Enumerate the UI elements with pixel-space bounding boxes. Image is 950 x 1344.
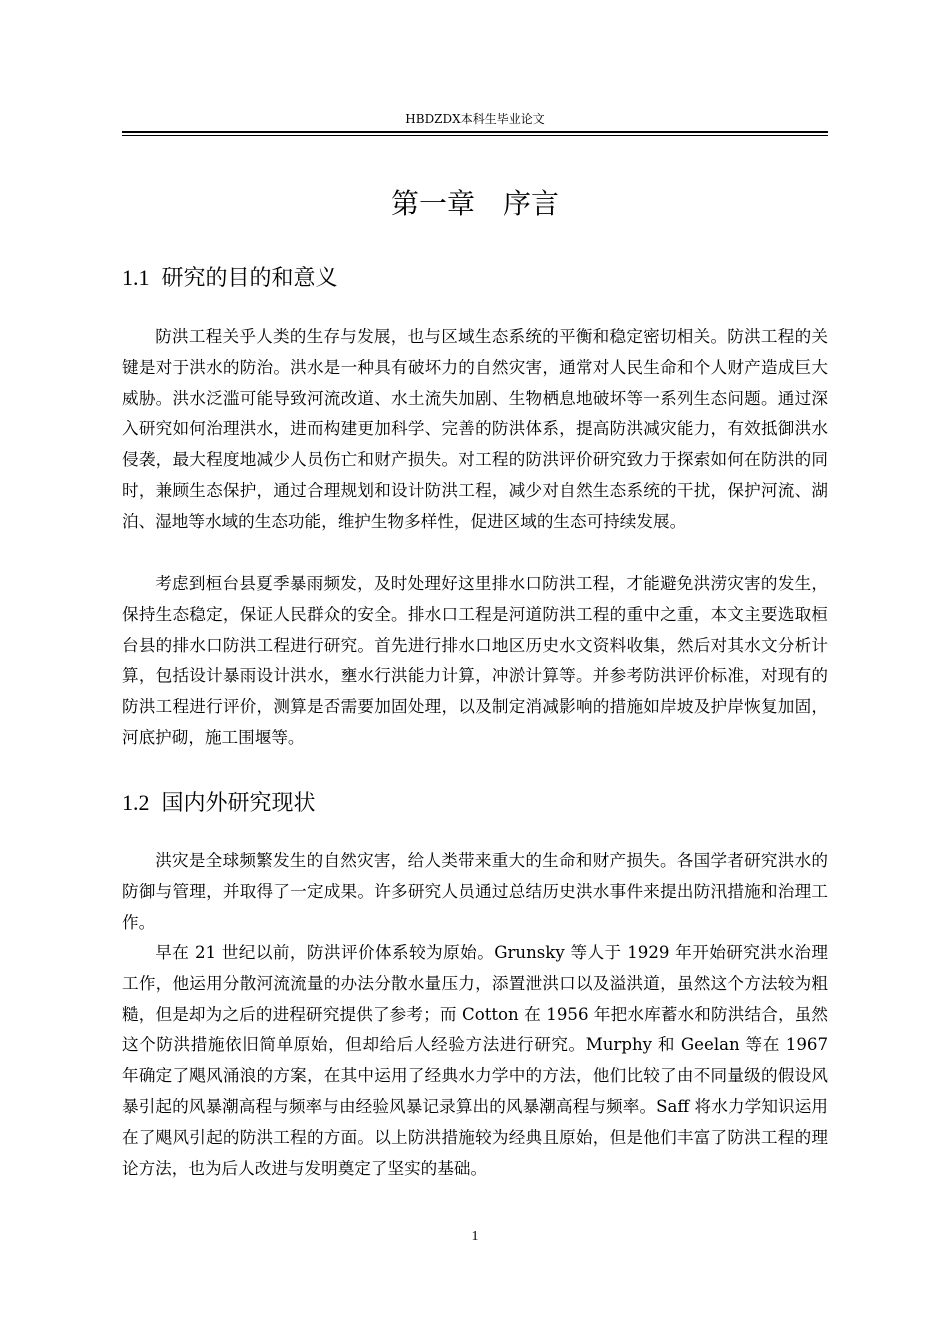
paragraph: 早在 21 世纪以前，防洪评价体系较为原始。Grunsky 等人于 1929 年开始研究洪水治理工作，他运用分散河流流量的办法分散水量压力，添置泄洪口以及溢洪道，虽然这个方法较为粗糙，但是却为之后的进程研究提供了参考；而 Cotton 在 1956 年把水库蓄水和防洪结合，虽然这个防洪措施依旧简单原始，但却给后人经验方法进行研究。Murphy 和 Geelan 等在 1967 年确定了飓风涌浪的方案，在其中运用了经典水力学中的方法，他们比较了由不同量级的假设风暴引起的风暴潮高程与频率与由经验风暴记录算出的风暴潮高程与频率。Saff 将水力学知识运用在了飓风引起的防洪工程的方面。以上防洪措施较为经典且原始，但是他们丰富了防洪工程的理论方法，也为后人改进与发明奠定了坚实的基础。: [122, 943, 828, 1178]
section-title: 研究的目的和意义: [161, 266, 338, 291]
header-rule-thin: [122, 135, 828, 136]
chapter-title: 第一章 序言: [390, 187, 559, 220]
section-heading-1-2: [122, 788, 828, 819]
paragraph: 考虑到桓台县夏季暴雨频发，及时处理好这里排水口防洪工程，才能避免洪涝灾害的发生，保持生态稳定，保证人民群众的安全。排水口工程是河道防洪工程的重中之重，本文主要选取桓台县的排水口防洪工程进行研究。首先进行排水口地区历史水文资料收集，然后对其水文分析计算，包括设计暴雨设计洪水，壅水行洪能力计算，冲淤计算等。并参考防洪评价标准，对现有的防洪工程进行评价，测算是否需要加固处理，以及制定消减影响的措施如岸坡及护岸恢复加固，河底护砌，施工围堰等。: [122, 574, 828, 747]
section-heading-1-1: [122, 263, 828, 294]
section-title: 国内外研究现状: [161, 791, 316, 816]
header-rule-thick: [122, 131, 828, 133]
section-number: 1.1: [122, 265, 150, 290]
running-header: HBDZDX本科生毕业论文: [405, 112, 545, 126]
section-number: 1.2: [122, 790, 150, 815]
paragraph: 洪灾是全球频繁发生的自然灾害，给人类带来重大的生命和财产损失。各国学者研究洪水的防御与管理，并取得了一定成果。许多研究人员通过总结历史洪水事件来提出防汛措施和治理工作。: [122, 851, 828, 932]
page-number: 1: [471, 1229, 479, 1244]
paragraph: 防洪工程关乎人类的生存与发展，也与区域生态系统的平衡和稳定密切相关。防洪工程的关键是对于洪水的防治。洪水是一种具有破坏力的自然灾害，通常对人民生命和个人财产造成巨大威胁。洪水泛滥可能导致河流改道、水土流失加剧、生物栖息地破坏等一系列生态问题。通过深入研究如何治理洪水，进而构建更加科学、完善的防洪体系，提高防洪减灾能力，有效抵御洪水侵袭，最大程度地减少人员伤亡和财产损失。对工程的防洪评价研究致力于探索如何在防洪的同时，兼顾生态保护，通过合理规划和设计防洪工程，减少对自然生态系统的干扰，保护河流、湖泊、湿地等水域的生态功能，维护生物多样性，促进区域的生态可持续发展。: [122, 327, 828, 531]
